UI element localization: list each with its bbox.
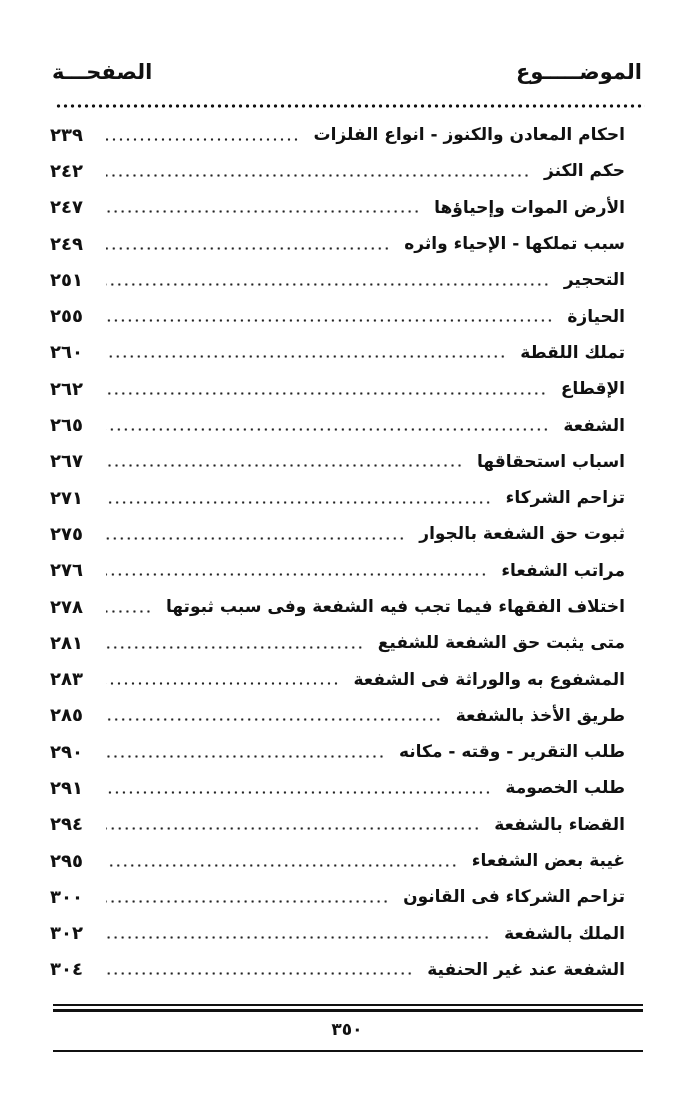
toc-leader-dots [106, 501, 492, 504]
toc-entry-page: ٢٨٥ [50, 705, 83, 727]
toc-entry-title: التحجير [563, 270, 625, 291]
toc-entry-title: الإقطاع [560, 379, 625, 400]
header-dotted-rule [55, 104, 645, 108]
toc-entry [50, 444, 625, 480]
toc-leader-dots [106, 355, 506, 358]
toc-entry [50, 843, 625, 879]
toc-entry-title: غيبة بعض الشفعاء [471, 851, 625, 872]
toc-entry-title: الشفعة [563, 415, 625, 436]
toc-entry-title: احكام المعادن والكنوز - انواع الفلزات [313, 125, 625, 146]
toc-entry [50, 625, 625, 661]
toc-leader-dots [106, 682, 339, 685]
toc-entry-title: طلب التقرير - وقته - مكانه [398, 742, 625, 763]
toc-entry [50, 734, 625, 770]
toc-leader-dots [106, 138, 299, 141]
footer-rule-bottom [53, 1050, 643, 1052]
toc-entry-title: الأرض الموات وإحياؤها [434, 197, 625, 218]
toc-entry-page: ٢٦٢ [50, 378, 83, 400]
toc-entry-page: ٢٥٥ [50, 306, 83, 328]
toc-leader-dots [106, 936, 490, 939]
toc-leader-dots [106, 900, 389, 903]
toc-entry [50, 770, 625, 806]
toc-entry-page: ٢٨٣ [50, 669, 83, 691]
footer-rule-thin [53, 1004, 643, 1006]
toc-leader-dots [106, 646, 364, 649]
toc-entry [50, 407, 625, 443]
toc-entry [50, 190, 625, 226]
toc-entry [50, 879, 625, 915]
toc-leader-dots [106, 319, 553, 322]
toc-leader-dots [106, 610, 152, 613]
toc-entry-page: ٢٩٥ [50, 850, 83, 872]
toc-entry [50, 916, 625, 952]
toc-entry-title: تزاحم الشركاء [505, 488, 625, 509]
toc-entry [50, 553, 625, 589]
toc-entry [50, 262, 625, 298]
toc-entry-page: ٢٨١ [50, 632, 83, 654]
toc-entry-title: اختلاف الفقهاء فيما تجب فيه الشفعة وفى سبب ثبوتها [165, 597, 625, 617]
toc-leader-dots [106, 573, 487, 576]
toc-entry-page: ٣٠٢ [50, 923, 83, 945]
toc-entry-page: ٣٠٤ [50, 959, 83, 981]
toc-entry-page: ٢٦٠ [50, 342, 83, 364]
toc-leader-dots [106, 464, 463, 467]
toc-entry-page: ٢٩١ [50, 777, 83, 799]
toc-entry [50, 698, 625, 734]
toc-entry-page: ٢٩٠ [50, 741, 83, 763]
toc-leader-dots [106, 247, 390, 250]
toc-entry [50, 480, 625, 516]
toc-entry [50, 117, 625, 153]
toc-entry-title: الحيازة [567, 306, 625, 327]
toc-entry-title: سبب تملكها - الإحياء واثره [404, 234, 625, 255]
toc-leader-dots [106, 864, 458, 867]
toc-entry-page: ٢٤٢ [50, 160, 83, 182]
toc-entry [50, 661, 625, 697]
toc-entry [50, 153, 625, 189]
page-number: ٣٥٠ [331, 1020, 363, 1040]
toc-entry-page: ٢٤٧ [50, 197, 83, 219]
toc-leader-dots [106, 428, 549, 431]
toc-entry [50, 952, 625, 988]
toc-entry-title: حكم الكنز [544, 161, 625, 182]
toc-entry-title: تزاحم الشركاء فى القانون [403, 887, 625, 908]
toc-entry-page: ٢٧٨ [50, 596, 83, 618]
toc-entry-page: ٢٧١ [50, 487, 83, 509]
toc-entry-page: ٢٤٩ [50, 233, 83, 255]
toc-entry-page: ٣٠٠ [50, 886, 83, 908]
toc-leader-dots [106, 174, 530, 177]
toc-entry-title: المشفوع به والوراثة فى الشفعة [353, 669, 625, 690]
toc-entry-title: الشفعة عند غير الحنفية [427, 959, 625, 980]
toc-entry-title: ثبوت حق الشفعة بالجوار [419, 524, 625, 545]
toc-leader-dots [106, 718, 442, 721]
toc-leader-dots [106, 827, 480, 830]
table-of-contents [50, 117, 625, 988]
toc-leader-dots [106, 392, 547, 395]
toc-entry [50, 226, 625, 262]
toc-entry-title: القضاء بالشفعة [494, 814, 625, 835]
toc-entry-page: ٢٦٥ [50, 415, 83, 437]
header-page-label: الصفحـــة [52, 60, 153, 84]
toc-entry-page: ٢٩٤ [50, 814, 83, 836]
toc-entry [50, 807, 625, 843]
toc-entry-page: ٢٧٥ [50, 523, 83, 545]
toc-leader-dots [106, 791, 491, 794]
toc-entry-title: اسباب استحقاقها [477, 451, 625, 472]
toc-entry-page: ٢٧٦ [50, 560, 83, 582]
toc-leader-dots [106, 972, 413, 975]
toc-entry [50, 335, 625, 371]
toc-entry [50, 298, 625, 334]
header-topic-label: الموضـــــوع [515, 60, 642, 84]
toc-entry-title: طلب الخصومة [505, 778, 625, 799]
toc-leader-dots [106, 283, 550, 286]
toc-entry [50, 371, 625, 407]
toc-leader-dots [106, 210, 420, 213]
toc-entry-title: الملك بالشفعة [504, 923, 625, 944]
toc-entry [50, 516, 625, 552]
toc-entry-page: ٢٥١ [50, 269, 83, 291]
toc-entry-title: تملك اللقطة [520, 342, 625, 363]
toc-entry-page: ٢٣٩ [50, 124, 83, 146]
toc-entry [50, 589, 625, 625]
toc-entry-title: متى يثبت حق الشفعة للشفيع [377, 633, 625, 654]
toc-entry-page: ٢٦٧ [50, 451, 83, 473]
toc-leader-dots [106, 755, 385, 758]
toc-entry-title: مراتب الشفعاء [501, 560, 625, 581]
toc-leader-dots [106, 537, 405, 540]
footer-rule-thick [53, 1009, 643, 1012]
toc-entry-title: طريق الأخذ بالشفعة [455, 705, 625, 726]
